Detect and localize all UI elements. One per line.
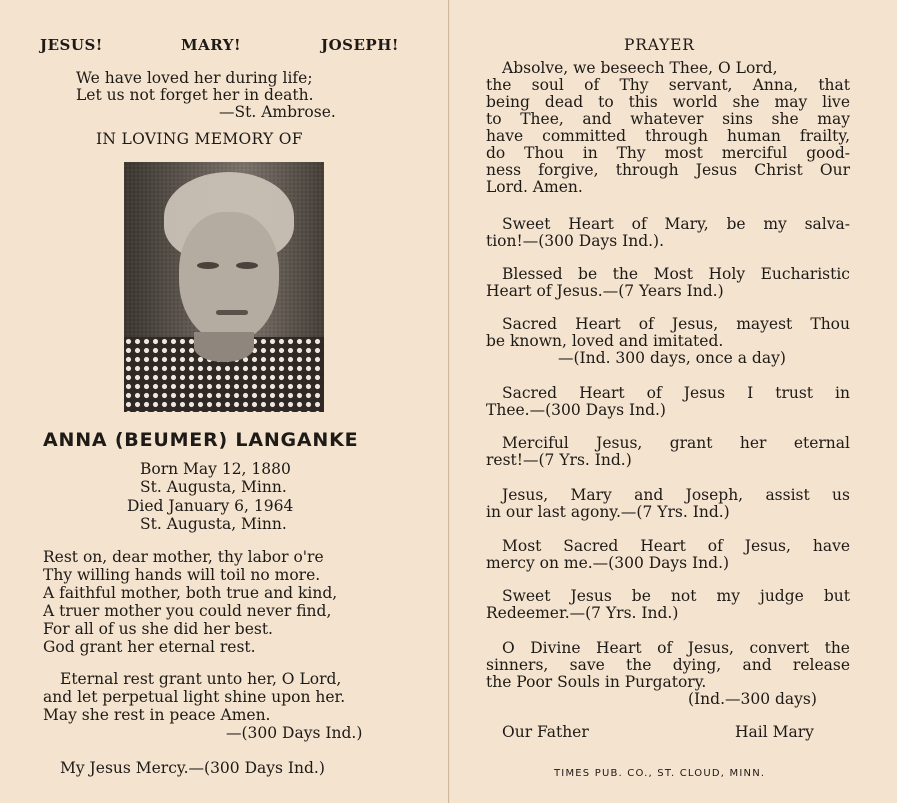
publisher-imprint: TIMES PUB. CO., ST. CLOUD, MINN. [554,768,766,779]
ejaculation-line: Blessed be the Most Holy Eucharistic [502,265,850,283]
ejaculation-line: O Divine Heart of Jesus, convert the [502,639,850,657]
ejaculation-line: Merciful Jesus, grant her eternal [502,434,850,452]
hail-mary-label: Hail Mary [735,723,814,741]
ejaculation-line: in our last agony.—(7 Yrs. Ind.) [486,503,730,521]
poem-line: A faithful mother, both true and kind, [43,584,338,602]
poem-line: Thy willing hands will toil no more. [43,566,321,584]
ejaculation-line: mercy on me.—(300 Days Ind.) [486,554,730,572]
quote-line: We have loved her during life; [76,69,313,87]
birth-date: Born May 12, 1880 [140,460,291,478]
header-mary: MARY! [181,36,242,54]
ejaculation-line: Jesus, Mary and Joseph, assist us [502,486,850,504]
poem-line: Rest on, dear mother, thy labor o're [43,548,324,566]
ejaculation-line: Sacred Heart of Jesus I trust in [502,384,850,402]
eternal-rest-line: May she rest in peace Amen. [43,706,271,724]
header-joseph: JOSEPH! [321,36,399,54]
prayer-line: being dead to this world she may live [486,93,850,111]
ejaculation-line: rest!—(7 Yrs. Ind.) [486,451,632,469]
prayer-line: have committed through human frailty, [486,127,850,145]
portrait-photo [124,162,324,412]
jesus-mercy-line: My Jesus Mercy.—(300 Days Ind.) [60,759,325,777]
ejaculation-line: the Poor Souls in Purgatory. [486,673,707,691]
ejaculation-line: tion!—(300 Days Ind.). [486,232,665,250]
ejaculation-line: Thee.—(300 Days Ind.) [486,401,666,419]
prayer-line: ness forgive, through Jesus Christ Our [486,161,850,179]
prayer-line: Absolve, we beseech Thee, O Lord, [502,59,778,77]
eternal-rest-line: and let perpetual light shine upon her. [43,688,346,706]
prayer-line: do Thou in Thy most merciful good- [486,144,850,162]
prayer-line: Lord. Amen. [486,178,583,196]
quote-attribution: —St. Ambrose. [219,103,336,121]
death-date: Died January 6, 1964 [127,497,294,515]
ejaculation-line: be known, loved and imitated. [486,332,724,350]
ejaculation-line: Redeemer.—(7 Yrs. Ind.) [486,604,679,622]
poem-line: God grant her eternal rest. [43,638,256,656]
right-card-panel [450,0,897,803]
ejaculation-line: (Ind.—300 days) [688,690,817,708]
ejaculation-line: —(Ind. 300 days, once a day) [558,349,786,367]
ejaculation-line: Sacred Heart of Jesus, mayest Thou [502,315,850,333]
ejaculation-line: Most Sacred Heart of Jesus, have [502,537,850,555]
poem-line: For all of us she did her best. [43,620,273,638]
prayer-line: to Thee, and whatever sins she may [486,110,850,128]
prayer-title: PRAYER [624,36,695,54]
ejaculation-line: sinners, save the dying, and release [486,656,850,674]
eternal-rest-indulgence: —(300 Days Ind.) [226,724,363,742]
prayer-line: the soul of Thy servant, Anna, that [486,76,850,94]
deceased-name: ANNA (BEUMER) LANGANKE [43,429,359,451]
quote-line: Let us not forget her in death. [76,86,314,104]
ejaculation-line: Sweet Jesus be not my judge but [502,587,850,605]
ejaculation-line: Heart of Jesus.—(7 Years Ind.) [486,282,724,300]
ejaculation-line: Sweet Heart of Mary, be my salva- [502,215,850,233]
poem-line: A truer mother you could never find, [43,602,332,620]
header-jesus: JESUS! [40,36,103,54]
our-father-label: Our Father [502,723,589,741]
death-place: St. Augusta, Minn. [140,515,287,533]
memory-heading: IN LOVING MEMORY OF [96,130,303,148]
eternal-rest-line: Eternal rest grant unto her, O Lord, [60,670,342,688]
birth-place: St. Augusta, Minn. [140,478,287,496]
